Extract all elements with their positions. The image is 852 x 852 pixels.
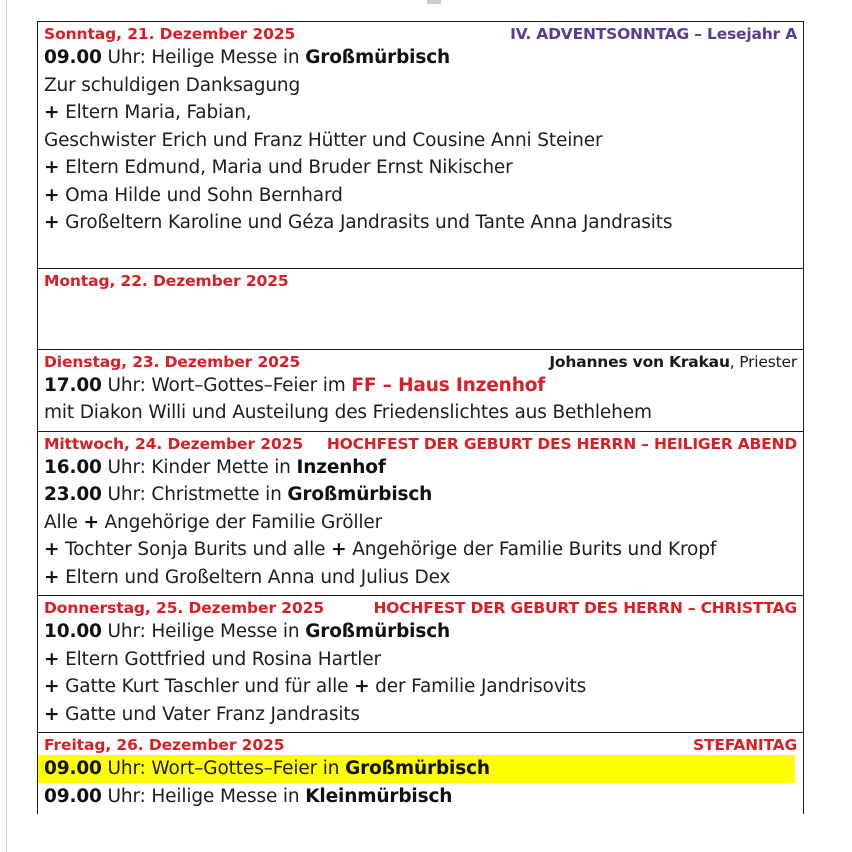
day-date: Donnerstag, 25. Dezember 2025 xyxy=(44,599,325,617)
line-text: Eltern Gottfried und Rosina Hartler xyxy=(59,648,381,670)
day-header xyxy=(38,733,803,755)
schedule-line-highlighted xyxy=(38,755,795,783)
schedule-line xyxy=(44,182,797,210)
emphasis-text: + xyxy=(83,511,99,533)
emphasis-text: 09.00 xyxy=(44,47,102,68)
cut-off-heading-remnant xyxy=(427,0,441,4)
emphasis-text: Großmürbisch xyxy=(345,758,490,779)
line-text: Angehörige der Familie Burits und Kropf xyxy=(346,539,717,560)
day-block xyxy=(38,596,803,733)
line-text: Eltern Maria, Fabian, xyxy=(59,102,252,123)
day-feast-label: HOCHFEST DER GEBURT DES HERRN – CHRISTTAG xyxy=(373,599,797,617)
emphasis-text: + xyxy=(331,539,347,560)
day-date: Mittwoch, 24. Dezember 2025 xyxy=(44,434,304,453)
day-block xyxy=(38,269,803,350)
day-block xyxy=(38,350,803,432)
emphasis-text: + xyxy=(44,157,60,178)
emphasis-text: + xyxy=(44,539,60,560)
emphasis-text: + xyxy=(44,676,60,697)
day-header xyxy=(38,22,803,44)
day-header xyxy=(38,596,803,618)
emphasis-text: + xyxy=(44,102,60,123)
line-text: Eltern und Großeltern Anna und Julius Dex xyxy=(59,566,451,588)
schedule-line xyxy=(44,454,797,482)
mass-schedule-table xyxy=(37,21,804,814)
schedule-line xyxy=(44,673,797,701)
schedule-line xyxy=(44,783,797,811)
line-text: Großeltern Karoline und Géza Jandrasits und Tante Anna Jandrasits xyxy=(59,212,673,233)
line-text: Alle xyxy=(44,511,84,533)
day-header xyxy=(38,432,803,454)
schedule-line-blank xyxy=(44,318,797,345)
day-lines xyxy=(38,44,803,268)
emphasis-text: 17.00 xyxy=(44,374,102,396)
schedule-line xyxy=(44,372,797,400)
day-header xyxy=(38,269,803,291)
day-date: Montag, 22. Dezember 2025 xyxy=(44,271,289,290)
line-text: Angehörige der Familie Gröller xyxy=(98,511,383,533)
emphasis-text: Großmürbisch xyxy=(305,47,451,68)
schedule-line-blank xyxy=(44,237,797,264)
day-date: Sonntag, 21. Dezember 2025 xyxy=(44,25,296,43)
emphasis-text: + xyxy=(44,184,60,206)
line-text: Uhr: Heilige Messe in xyxy=(101,621,306,642)
day-lines xyxy=(38,618,803,732)
line-text: Gatte Kurt Taschler und für alle xyxy=(59,676,355,697)
schedule-line xyxy=(44,44,797,72)
schedule-line xyxy=(44,481,797,509)
emphasis-text: + xyxy=(44,648,60,670)
emphasis-text: 23.00 xyxy=(44,484,102,505)
venue-highlight-text: FF – Haus Inzenhof xyxy=(351,374,546,396)
line-text: Uhr: Heilige Messe in xyxy=(101,47,306,68)
day-block xyxy=(38,733,803,814)
schedule-line xyxy=(44,564,797,592)
day-block xyxy=(38,22,803,269)
day-date: Dienstag, 23. Dezember 2025 xyxy=(44,352,301,371)
emphasis-text: + xyxy=(44,212,60,233)
line-text: mit Diakon Willi und Austeilung des Friedenslichtes aus Bethlehem xyxy=(44,402,652,423)
line-text: Oma Hilde und Sohn Bernhard xyxy=(59,184,343,206)
schedule-line-blank xyxy=(44,291,797,318)
day-feast-label: HOCHFEST DER GEBURT DES HERRN – HEILIGER ABEND xyxy=(326,434,797,453)
day-feast-title: , Priester xyxy=(729,352,797,371)
day-lines xyxy=(38,454,803,596)
day-feast-label: STEFANITAG xyxy=(693,736,797,754)
schedule-line xyxy=(44,646,797,674)
emphasis-text: 09.00 xyxy=(44,785,102,807)
day-feast-saint: Johannes von Krakau xyxy=(549,352,730,371)
day-lines xyxy=(38,755,803,814)
emphasis-text: + xyxy=(354,676,370,697)
schedule-line xyxy=(44,618,797,646)
line-text: Eltern Edmund, Maria und Bruder Ernst Nikischer xyxy=(59,157,513,178)
emphasis-text: Inzenhof xyxy=(296,456,386,478)
schedule-line xyxy=(44,72,797,100)
emphasis-text: Großmürbisch xyxy=(287,484,433,505)
schedule-line xyxy=(44,99,797,127)
schedule-line xyxy=(44,154,797,182)
line-text: Uhr: Kinder Mette in xyxy=(101,456,297,478)
line-text: Geschwister Erich und Franz Hütter und Cousine Anni Steiner xyxy=(44,129,603,151)
emphasis-text: 10.00 xyxy=(44,621,102,642)
day-feast-label: IV. ADVENTSONNTAG – Lesejahr A xyxy=(510,25,797,43)
emphasis-text: + xyxy=(44,566,60,588)
emphasis-text: Großmürbisch xyxy=(305,621,451,642)
day-lines xyxy=(38,372,803,431)
schedule-line xyxy=(44,127,797,155)
line-text: Uhr: Wort–Gottes–Feier im xyxy=(101,374,352,396)
emphasis-text: Kleinmürbisch xyxy=(305,785,453,807)
line-text: Tochter Sonja Burits und alle xyxy=(59,539,332,560)
emphasis-text: 09.00 xyxy=(44,758,102,779)
day-feast-label xyxy=(549,353,797,371)
page-edge-rule xyxy=(6,0,7,852)
day-header xyxy=(38,350,803,372)
line-text: Uhr: Heilige Messe in xyxy=(101,785,306,807)
line-text: Zur schuldigen Danksagung xyxy=(44,74,301,96)
day-block xyxy=(38,432,803,597)
schedule-line xyxy=(44,536,797,564)
line-text: Uhr: Wort–Gottes–Feier in xyxy=(101,758,346,779)
emphasis-text: + xyxy=(44,703,60,725)
day-lines xyxy=(38,291,803,349)
day-date: Freitag, 26. Dezember 2025 xyxy=(44,736,285,754)
schedule-line xyxy=(44,209,797,237)
schedule-line xyxy=(44,509,797,537)
line-text: Uhr: Christmette in xyxy=(101,484,288,505)
emphasis-text: 16.00 xyxy=(44,456,102,478)
schedule-line xyxy=(44,701,797,729)
line-text: Gatte und Vater Franz Jandrasits xyxy=(59,703,360,725)
schedule-line xyxy=(44,399,797,427)
line-text: der Familie Jandrisovits xyxy=(369,676,587,697)
